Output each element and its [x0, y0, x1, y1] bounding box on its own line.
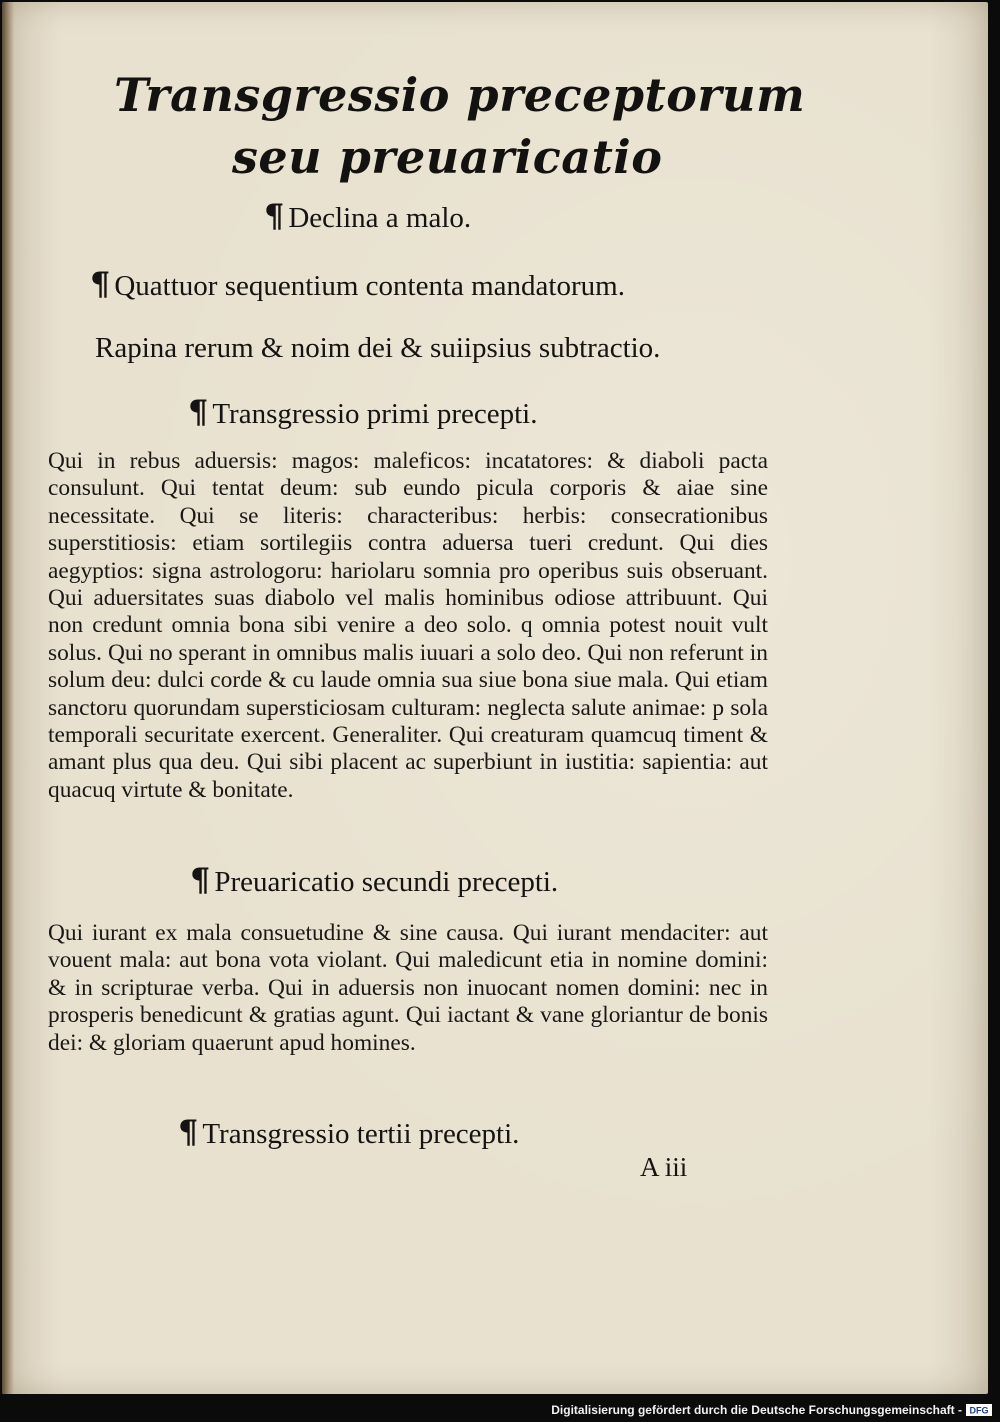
pilcrow-icon: ¶	[264, 197, 285, 235]
signature-mark: A iii	[640, 1152, 688, 1182]
book-page	[2, 2, 988, 1394]
dfg-logo-text: DFG	[969, 1405, 989, 1416]
heading-primi-precepti	[188, 394, 538, 432]
heading-declina	[264, 198, 471, 236]
pilcrow-icon: ¶	[190, 861, 211, 899]
heading-rapina	[95, 330, 660, 366]
page-title	[114, 64, 814, 188]
heading-quattuor	[90, 266, 625, 304]
heading-declina-text: Declina a malo.	[288, 202, 472, 234]
pilcrow-icon: ¶	[188, 393, 209, 431]
heading-primi-text: Transgressio primi precepti.	[212, 398, 538, 430]
digitization-footer	[0, 1398, 1000, 1422]
paragraph-secundi-precepti: Qui iurant ex mala consuetudine & sine causa. Qui iurant mendaciter: aut vouent mala: aut bona vota violant. Qui maledicunt etia in nomine domini: & in scripturae verba. Qui in aduersis non inuocant nomen domini: nec in prosperis benedicunt & gratias agunt. Qui iactant & vane gloriantur de bonis dei: & gloriam quaerunt apud homines.	[48, 920, 768, 1056]
book-spine-shadow	[2, 2, 14, 1394]
paragraph-primi-precepti: Qui in rebus aduersis: magos: maleficos: incatatores: & diaboli pacta consulunt. Qui tentat deum: sub eundo picula corporis & aiae sine necessitate. Qui se literis: characteribus: herbis: consecrationibus superstitiosis: etiam sortilegiis contra aduersa tueri credunt. Qui dies aegyptios: signa astrologoru: hariolaru somnia pro operibus suis obseruant. Qui aduersitates suas diabolo vel malis hominibus odiose attribuunt. Qui non credunt omnia bona sibi venire a deo solo. q omnia potest nouit vult solus. Qui no sperant in omnibus malis iuuari a solo deo. Qui non referunt in solum deu: dulci corde & cu laude omnia sua siue bona siue mala. Qui etiam sanctoru quorundam supersticiosam culturam: neglecta salute animae: p sola temporali securitate exercent. Generaliter. Qui creaturam quamcuq timent & amant plus qua deu. Qui sibi placent ac superbiunt in iustitia: sapientia: aut quacuq virtute & bonitate.	[48, 448, 768, 803]
dfg-logo-icon	[966, 1404, 992, 1416]
dfg-credit-text: Digitalisierung gefördert durch die Deutsche Forschungsgemeinschaft -	[551, 1403, 962, 1417]
heading-quattuor-text: Quattuor sequentium contenta mandatorum.	[114, 270, 625, 302]
heading-secundi-precepti	[190, 862, 558, 900]
heading-tertii-text: Transgressio tertii precepti.	[202, 1118, 520, 1150]
heading-tertii-precepti	[178, 1114, 519, 1152]
heading-rapina-text: Rapina rerum & noim dei & suiipsius subtractio.	[95, 332, 661, 364]
pilcrow-icon: ¶	[90, 265, 111, 303]
title-line-1: Transgressio preceptorum	[114, 68, 806, 122]
title-line-2: seu preuaricatio	[232, 130, 663, 184]
pilcrow-icon: ¶	[178, 1113, 199, 1151]
heading-secundi-text: Preuaricatio secundi precepti.	[214, 866, 559, 898]
